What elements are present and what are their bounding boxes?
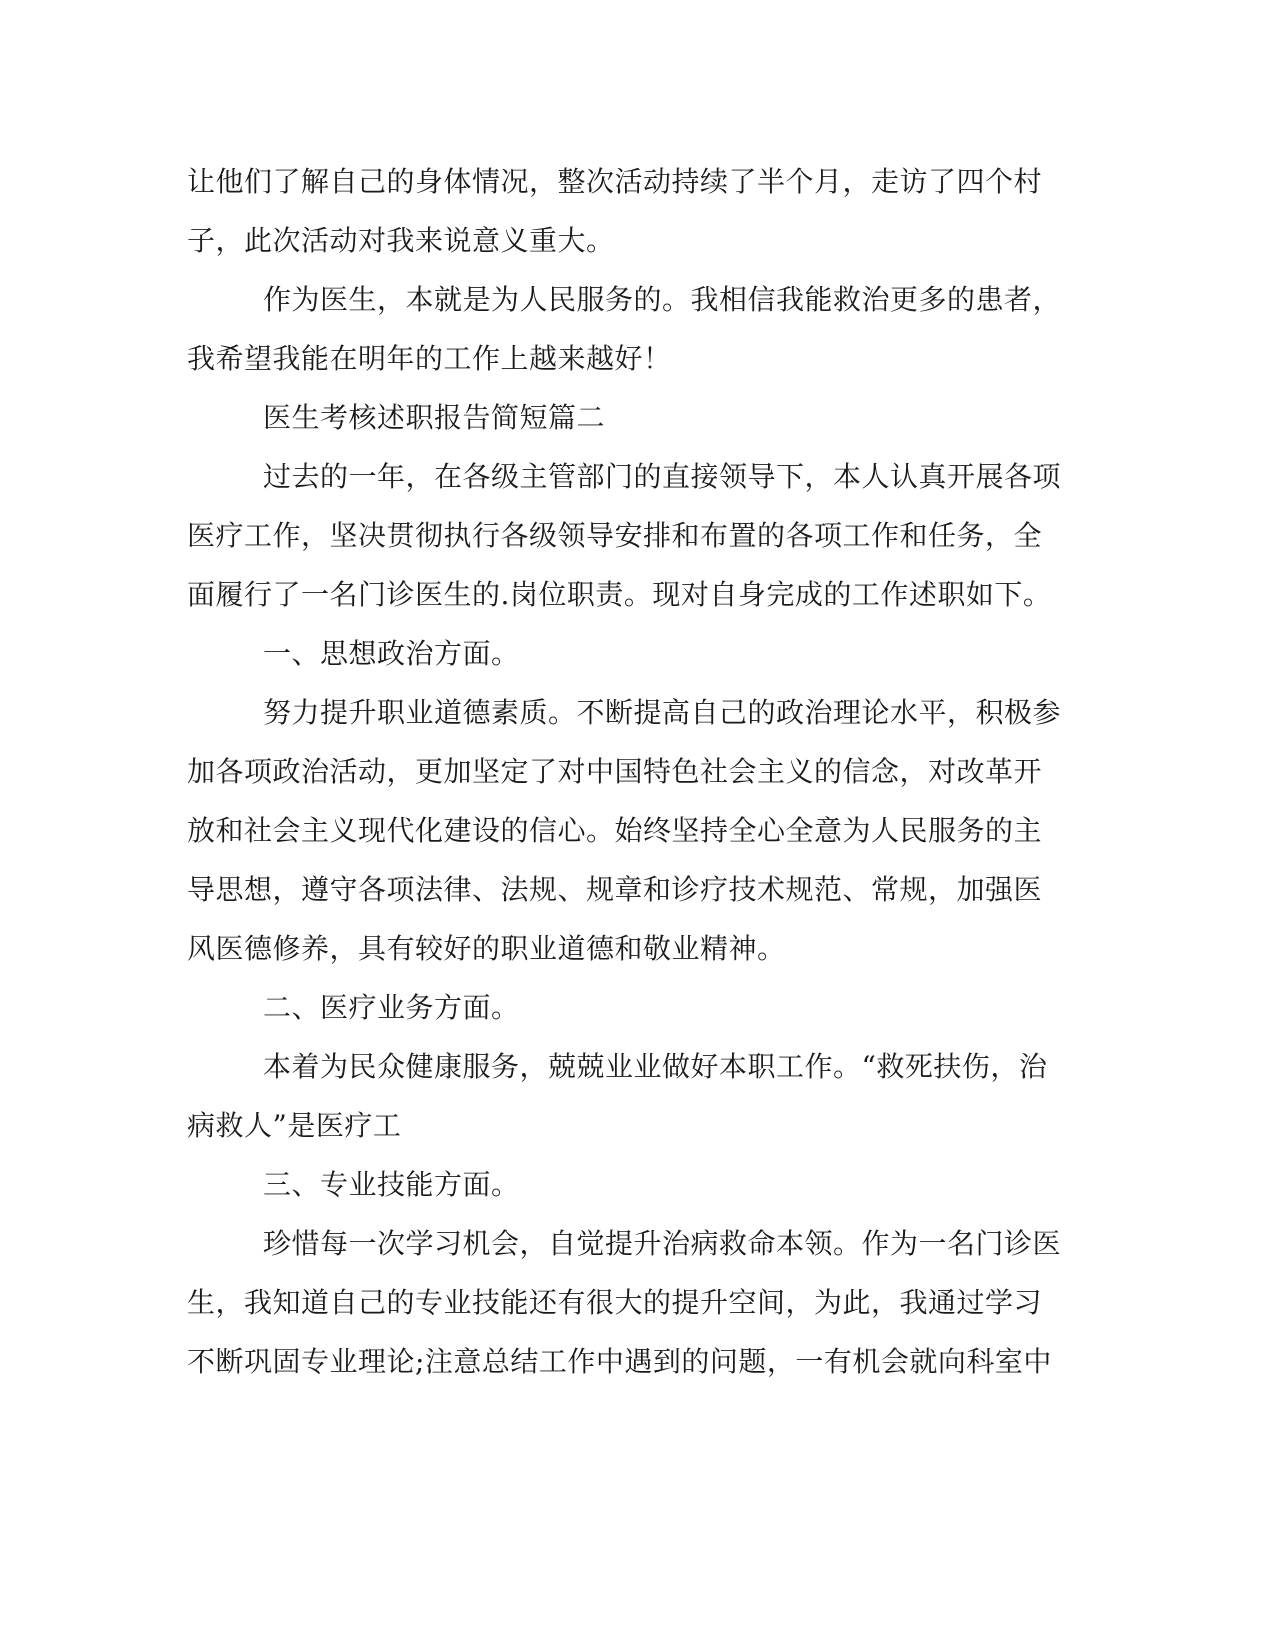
text-line: 让他们了解自己的身体情况，整次活动持续了半个月，走访了四个村: [187, 165, 1043, 198]
section-heading: 一、思想政治方面。: [263, 637, 520, 670]
section-heading: 二、医疗业务方面。: [263, 991, 520, 1024]
text-line: 子，此次活动对我来说意义重大。: [187, 224, 615, 257]
section-title: 医生考核述职报告简短篇二: [263, 401, 606, 434]
text-line: 过去的一年，在各级主管部门的直接领导下，本人认真开展各项: [263, 460, 1062, 493]
text-line: 努力提升职业道德素质。不断提高自己的政治理论水平，积极参: [263, 696, 1062, 729]
text-line: 病救人”是医疗工: [187, 1109, 402, 1142]
text-line: 风医德修养，具有较好的职业道德和敬业精神。: [187, 932, 786, 965]
text-line: 本着为民众健康服务，兢兢业业做好本职工作。“救死扶伤，治: [263, 1050, 1048, 1083]
text-line: 我希望我能在明年的工作上越来越好！: [187, 342, 672, 375]
text-line: 生，我知道自己的专业技能还有很大的提升空间，为此，我通过学习: [187, 1286, 1043, 1319]
text-line: 放和社会主义现代化建设的信心。始终坚持全心全意为人民服务的主: [187, 814, 1043, 847]
section-heading: 三、专业技能方面。: [263, 1168, 520, 1201]
text-line: 医疗工作，坚决贯彻执行各级领导安排和布置的各项工作和任务，全: [187, 519, 1043, 552]
text-line: 作为医生，本就是为人民服务的。我相信我能救治更多的患者，: [263, 283, 1062, 316]
text-line: 面履行了一名门诊医生的.岗位职责。现对自身完成的工作述职如下。: [187, 578, 1052, 611]
text-line: 加各项政治活动，更加坚定了对中国特色社会主义的信念，对改革开: [187, 755, 1043, 788]
text-line: 珍惜每一次学习机会，自觉提升治病救命本领。作为一名门诊医: [263, 1227, 1062, 1260]
text-line: 不断巩固专业理论;注意总结工作中遇到的问题，一有机会就向科室中: [187, 1345, 1052, 1378]
text-line: 导思想，遵守各项法律、法规、规章和诊疗技术规范、常规，加强医: [187, 873, 1043, 906]
